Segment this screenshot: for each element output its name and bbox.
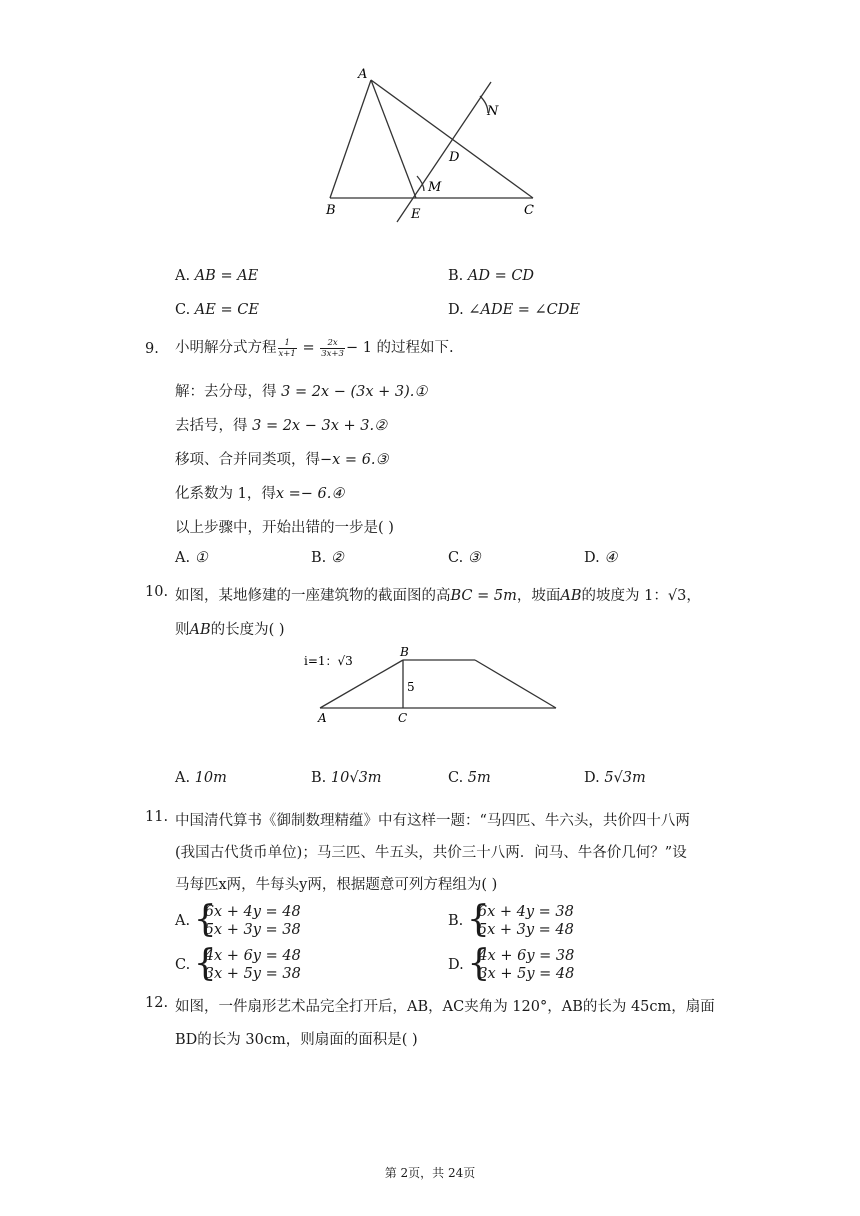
q12-line-2: BD的长为 30cm，则扇面的面积是( ) xyxy=(175,1032,418,1048)
q9-fraction-2: $\frac{2x}{3x+3}$ xyxy=(321,337,344,359)
label-a: A xyxy=(318,711,327,725)
q9-option-d: D. ④ xyxy=(584,550,618,566)
segment-ab xyxy=(330,80,371,198)
label-height: 5 xyxy=(407,680,415,694)
q9-step-3: 移项、合并同类项，得−x = 6.③ xyxy=(175,452,389,468)
q11-option-a: A. { 6x + 4y = 48 5x + 3y = 38 xyxy=(175,899,301,940)
q9-stem: 小明解分式方程 $\frac{1}{x+1}$ = $\frac{2x}{3x+3}$ − 1 的过程如下. xyxy=(175,337,454,359)
q9-step-4: 化系数为 1，得x =− 6.④ xyxy=(175,486,345,502)
q9-step-1: 解：去分母，得 3 = 2x − (3x + 3).① xyxy=(175,384,428,400)
perpendicular-bisector xyxy=(397,82,491,222)
label-n: N xyxy=(487,104,499,119)
q8-option-a: A. AB = AE xyxy=(175,268,259,284)
right-slope xyxy=(475,660,556,708)
q11-line-1: 中国清代算书《御制数理精蕴》中有这样一题：“马四匹、牛六头，共价四十八两 xyxy=(175,813,690,829)
label-c: C xyxy=(524,203,534,218)
label-m: M xyxy=(428,180,442,195)
q11-option-d: D. { 4x + 6y = 38 3x + 5y = 48 xyxy=(448,943,575,984)
label-d: D xyxy=(449,150,460,165)
label-e: E xyxy=(411,207,421,222)
q10-option-a: A. 10m xyxy=(175,770,227,786)
q9-option-c: C. ③ xyxy=(448,550,481,566)
q11-line-2: (我国古代货币单位)；马三匹、牛五头，共价三十八两．问马、牛各价几何？”设 xyxy=(175,845,687,861)
label-c: C xyxy=(398,711,408,725)
q8-option-c: C. AE = CE xyxy=(175,302,259,318)
q10-option-c: C. 5m xyxy=(448,770,491,786)
q11-option-c: C. { 4x + 6y = 48 3x + 5y = 38 xyxy=(175,943,301,984)
q11-option-b: B. { 6x + 4y = 38 5x + 3y = 48 xyxy=(448,899,574,940)
segment-ae xyxy=(371,80,416,198)
q8-option-b: B. AD = CD xyxy=(448,268,535,284)
q10-number: 10. xyxy=(145,584,169,600)
q9-question: 以上步骤中，开始出错的一步是( ) xyxy=(175,520,394,536)
q9-number: 9. xyxy=(145,341,159,357)
q10-option-b: B. 10√3m xyxy=(311,770,382,786)
q12-line-1: 如图，一件扇形艺术品完全打开后，AB，AC夹角为 120°，AB的长为 45cm，扇面 xyxy=(175,999,715,1015)
q10-line-1: 如图，某地修建的一座建筑物的截面图的高BC = 5m，坡面AB的坡度为 1：√3， xyxy=(175,588,701,604)
figure-q10-slope xyxy=(300,640,565,730)
q9-option-a: A. ① xyxy=(175,550,208,566)
q9-option-b: B. ② xyxy=(311,550,344,566)
q10-line-2: 则AB的长度为( ) xyxy=(175,622,285,638)
q8-option-d: D. ∠ADE = ∠CDE xyxy=(448,302,580,318)
q11-line-3: 马每匹x两，牛每头y两，根据题意可列方程组为( ) xyxy=(175,877,498,893)
label-a: A xyxy=(358,67,368,82)
figure-q8-triangle xyxy=(320,60,550,230)
q11-number: 11. xyxy=(145,809,169,825)
q10-option-d: D. 5√3m xyxy=(584,770,646,786)
page-footer: 第 2页，共 24页 xyxy=(384,1166,476,1180)
slope-label: i=1：√3 xyxy=(304,654,353,668)
q9-step-2: 去括号，得 3 = 2x − 3x + 3.② xyxy=(175,418,388,434)
label-b: B xyxy=(400,645,409,659)
q12-number: 12. xyxy=(145,995,169,1011)
q9-fraction-1: $\frac{1}{x+1}$ xyxy=(278,337,296,359)
label-b: B xyxy=(326,203,336,218)
